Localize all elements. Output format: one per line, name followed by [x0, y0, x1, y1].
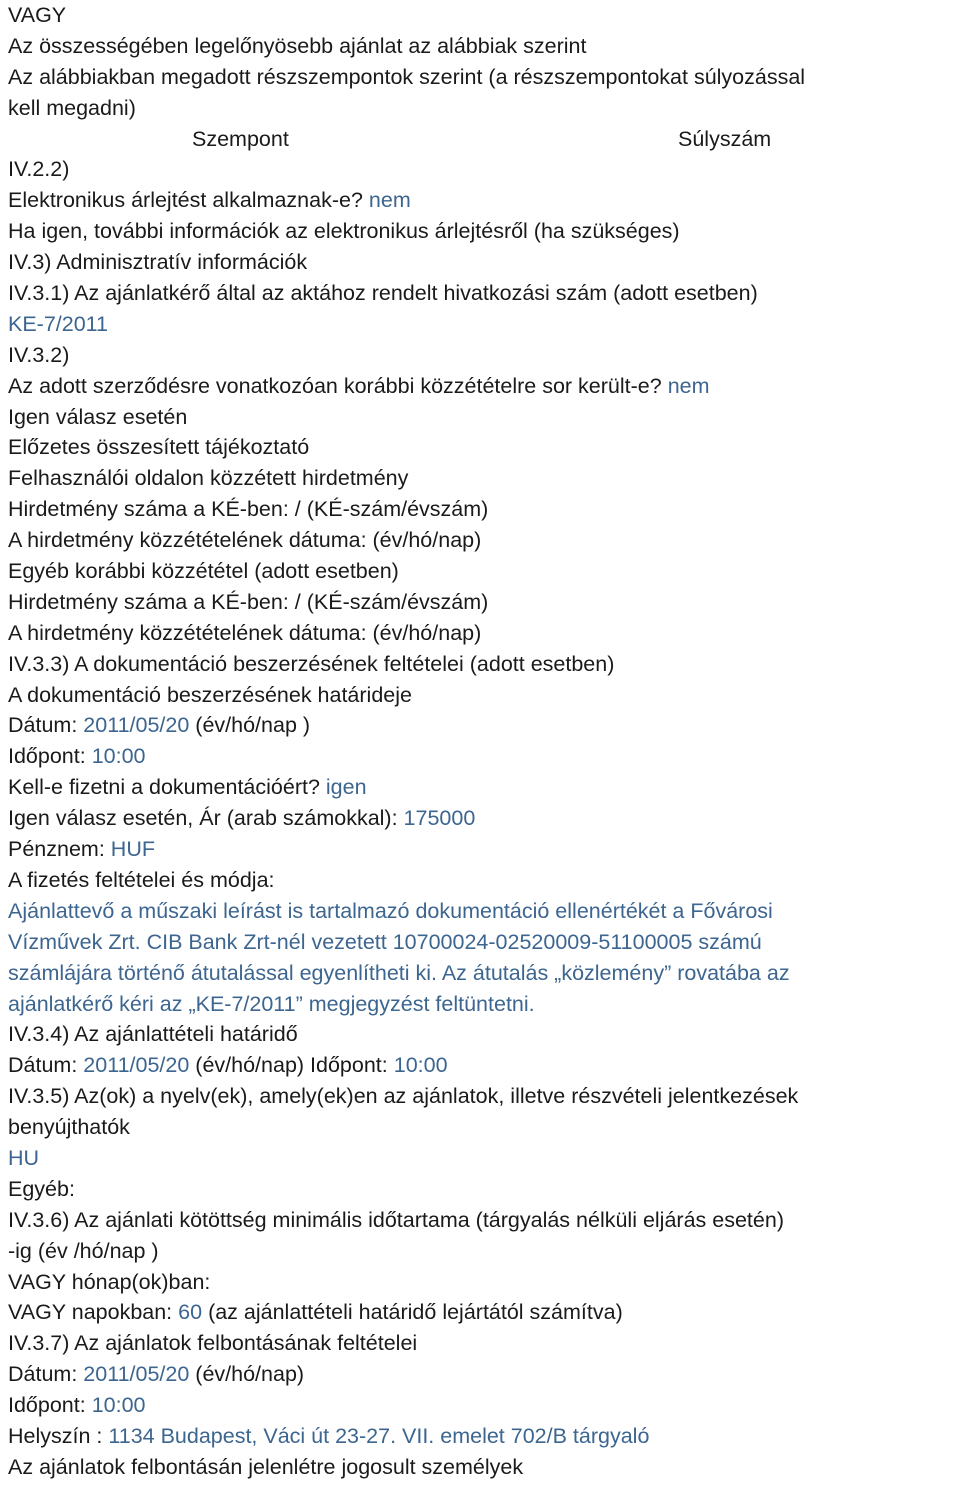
section-iv-3-2: IV.3.2)	[8, 342, 70, 367]
section-iv-2-2: IV.2.2)	[8, 157, 70, 182]
value-electronic-auction: nem	[368, 188, 411, 213]
header-criterion: Szempont	[192, 126, 289, 151]
value-opening-place: 1134 Budapest, Váci út 23-27. VII. emelet 702/B tárgyaló	[108, 1423, 650, 1448]
line-prior-info-notice: Előzetes összesített tájékoztató	[8, 435, 310, 460]
payment-terms-text-4: ajánlatkérő kéri az „KE-7/2011” megjegyzést feltüntetni.	[8, 991, 535, 1016]
line-prior-publication	[8, 371, 960, 402]
line-vagy: VAGY	[8, 3, 67, 27]
line-if-yes: Igen válasz esetén	[8, 404, 188, 429]
section-iv-3-7: IV.3.7) Az ajánlatok felbontásának feltételei	[8, 1331, 418, 1356]
line-notice-date-1: A hirdetmény közzétételének dátuma: (év/hó/nap)	[8, 528, 482, 553]
label-doc-payment: Kell-e fizetni a dokumentációért?	[8, 775, 320, 800]
value-doc-price: 175000	[403, 806, 476, 831]
value-opening-time: 10:00	[91, 1393, 146, 1418]
label-date: Dátum:	[8, 1362, 78, 1387]
section-iv-3: IV.3) Adminisztratív információk	[8, 250, 308, 275]
line-payment-terms: A fizetés feltételei és módja:	[8, 867, 275, 892]
label-time: Időpont:	[8, 744, 86, 769]
value-reference-number: KE-7/2011	[8, 311, 109, 336]
value-doc-date: 2011/05/20	[83, 713, 190, 738]
line-days	[8, 1297, 960, 1328]
line-opening-time	[8, 1390, 960, 1421]
line-doc-time	[8, 741, 960, 772]
criteria-header-row	[8, 124, 960, 155]
value-currency: HUF	[110, 837, 155, 862]
line-doc-price	[8, 803, 960, 834]
label-days-note: (az ajánlattételi határidő lejártától számítva)	[208, 1300, 623, 1325]
section-iv-3-3: IV.3.3) A dokumentáció beszerzésének feltételei (adott esetben)	[8, 651, 615, 676]
section-iv-3-5-cont: benyújthatók	[8, 1115, 130, 1140]
value-doc-payment: igen	[325, 775, 367, 800]
line-doc-payment	[8, 772, 960, 803]
label-days: VAGY napokban:	[8, 1300, 173, 1325]
line-subcriteria: Az alábbiakban megadott részszempontok szerint (a részszempontokat súlyozással	[8, 64, 806, 89]
label-date-time: (év/hó/nap) Időpont:	[195, 1053, 388, 1078]
label-date: Dátum:	[8, 713, 78, 738]
line-until-date: -ig (év /hó/nap )	[8, 1238, 159, 1263]
line-notice-number-2: Hirdetmény száma a KÉ-ben: / (KÉ-szám/évszám)	[8, 589, 489, 614]
label-time: Időpont:	[8, 1393, 86, 1418]
line-notice-date-2: A hirdetmény közzétételének dátuma: (év/hó/nap)	[8, 620, 482, 645]
line-tender-deadline	[8, 1050, 960, 1081]
label-doc-price: Igen válasz esetén, Ár (arab számokkal):	[8, 806, 398, 831]
line-doc-date	[8, 710, 960, 741]
value-tender-date: 2011/05/20	[83, 1053, 190, 1078]
line-months: VAGY hónap(ok)ban:	[8, 1269, 211, 1294]
value-prior-publication: nem	[667, 373, 710, 398]
label-date-format: (év/hó/nap )	[195, 713, 311, 738]
line-electronic-auction	[8, 185, 960, 216]
line-opening-place	[8, 1421, 960, 1452]
section-iv-3-5: IV.3.5) Az(ok) a nyelv(ek), amely(ek)en az ajánlatok, illetve részvételi jelentkezések	[8, 1084, 799, 1109]
section-iv-3-6: IV.3.6) Az ajánlati kötöttség minimális időtartama (tárgyalás nélküli eljárás esetén)	[8, 1207, 784, 1232]
label-prior-publication: Az adott szerződésre vonatkozóan korábbi közzétételre sor került-e?	[8, 373, 662, 398]
payment-terms-text-1: Ajánlattevő a műszaki leírást is tartalmazó dokumentáció ellenértékét a Fővárosi	[8, 898, 773, 923]
label-place: Helyszín :	[8, 1423, 103, 1448]
value-days: 60	[178, 1300, 203, 1325]
line-evaluation-criterion: Az összességében legelőnyösebb ajánlat az alábbiak szerint	[8, 33, 587, 58]
value-opening-date: 2011/05/20	[83, 1362, 190, 1387]
label-currency: Pénznem:	[8, 837, 105, 862]
line-attendees: Az ajánlatok felbontásán jelenlétre jogosult személyek	[8, 1454, 524, 1479]
payment-terms-text-2: Vízművek Zrt. CIB Bank Zrt-nél vezetett 10700024-02520009-51100005 számú	[8, 929, 762, 954]
line-other-publication: Egyéb korábbi közzététel (adott esetben)	[8, 559, 399, 584]
line-opening-date	[8, 1359, 960, 1390]
line-currency	[8, 834, 960, 865]
value-tender-time: 10:00	[393, 1053, 448, 1078]
section-iv-3-1: IV.3.1) Az ajánlatkérő által az aktához rendelt hivatkozási szám (adott esetben)	[8, 281, 758, 306]
line-auction-info: Ha igen, további információk az elektronikus árlejtésről (ha szükséges)	[8, 219, 680, 244]
line-notice-number-1: Hirdetmény száma a KÉ-ben: / (KÉ-szám/évszám)	[8, 497, 489, 522]
value-doc-time: 10:00	[91, 744, 146, 769]
label-date-format: (év/hó/nap)	[195, 1362, 305, 1387]
header-weight: Súlyszám	[678, 126, 772, 151]
label-date: Dátum:	[8, 1053, 78, 1078]
value-language: HU	[8, 1145, 40, 1170]
line-buyer-profile-notice: Felhasználói oldalon közzétett hirdetmény	[8, 466, 409, 491]
line-other-language: Egyéb:	[8, 1176, 75, 1201]
line-doc-deadline: A dokumentáció beszerzésének határideje	[8, 682, 412, 707]
label-electronic-auction: Elektronikus árlejtést alkalmaznak-e?	[8, 188, 363, 213]
line-subcriteria-cont: kell megadni)	[8, 95, 136, 120]
payment-terms-text-3: számlájára történő átutalással egyenlítheti ki. Az átutalás „közlemény” rovatába az	[8, 960, 790, 985]
section-iv-3-4: IV.3.4) Az ajánlattételi határidő	[8, 1022, 298, 1047]
